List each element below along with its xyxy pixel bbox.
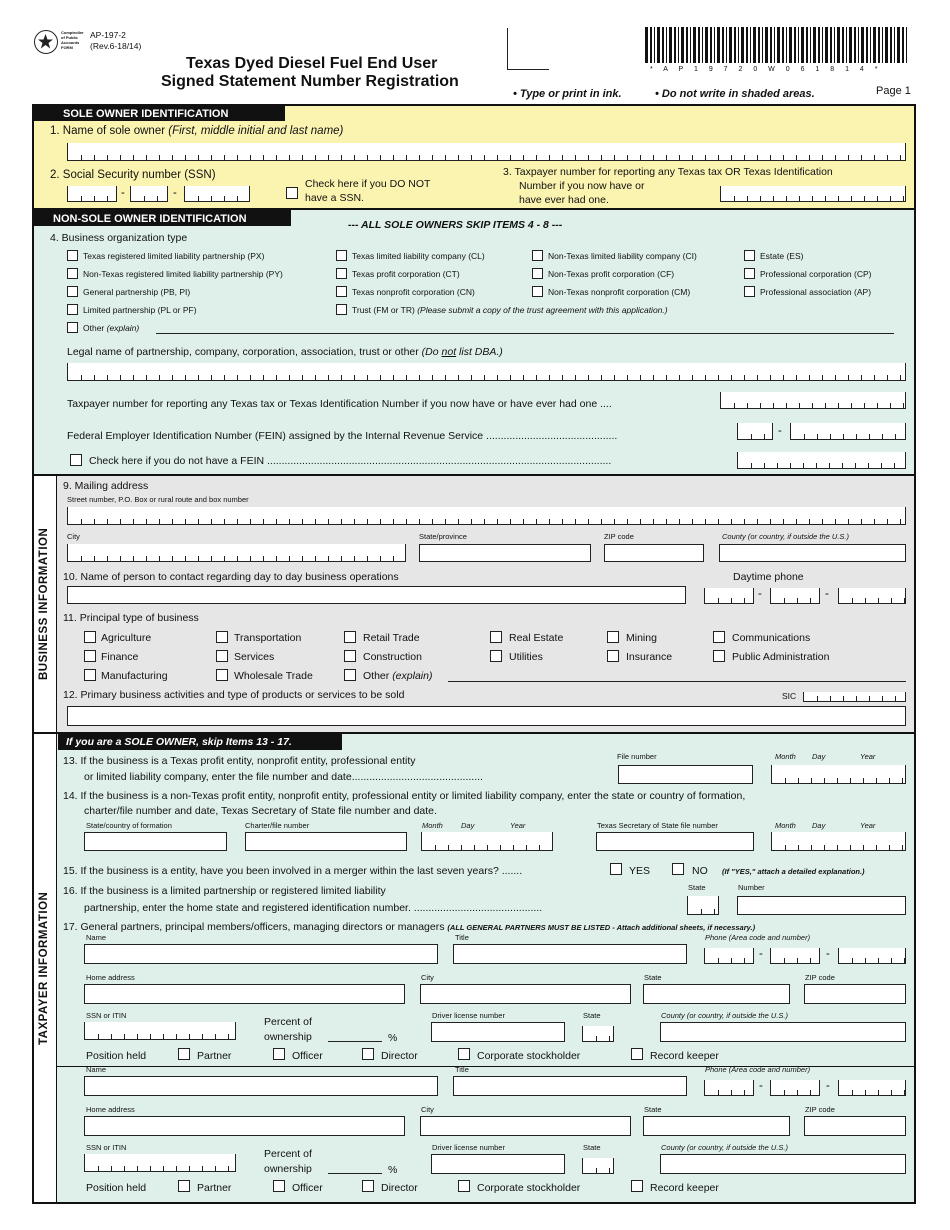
officer2-director-checkbox[interactable] <box>362 1180 374 1192</box>
legal-name-label: Legal name of partnership, company, corporation, association, trust or other (Do not list DBA.) <box>67 346 503 358</box>
biz-retail-label: Retail Trade <box>363 632 420 644</box>
item14-sos-date-input[interactable] <box>771 832 906 851</box>
phone-dash1: - <box>758 588 762 600</box>
merger-yes-label: YES <box>629 865 651 877</box>
biz-transportation-checkbox[interactable] <box>216 631 228 643</box>
officer1-partner-checkbox[interactable] <box>178 1048 190 1060</box>
no-fein-input[interactable] <box>737 452 906 469</box>
officer2-phone-label: Phone (Area code and number) <box>705 1065 811 1074</box>
item16-label-2: partnership, enter the home state and registered identification number. ............................................ <box>84 903 543 914</box>
officer1-dl-input[interactable] <box>431 1022 565 1042</box>
officer2-officer-checkbox[interactable] <box>273 1180 285 1192</box>
sic-input[interactable] <box>803 692 906 702</box>
county-label: County (or country, if outside the U.S.) <box>722 532 850 541</box>
org-py-checkbox[interactable] <box>67 268 78 279</box>
officer2-zip-label: ZIP code <box>805 1105 835 1114</box>
org-cn-label: Texas nonprofit corporation (CN) <box>352 287 475 297</box>
biz-other-checkbox[interactable] <box>344 669 356 681</box>
biz-other-explain-input[interactable] <box>448 667 906 682</box>
instruction-ink: • Type or print in ink. <box>513 88 622 100</box>
officer1-state-label: State <box>644 973 662 982</box>
officer2-dl-label: Driver license number <box>432 1143 505 1152</box>
officer1-ssn-input[interactable] <box>84 1022 236 1040</box>
biz-manufacturing-checkbox[interactable] <box>84 669 96 681</box>
officer2-dl-state-input[interactable] <box>582 1158 614 1174</box>
biz-other-label: Other (explain) <box>363 670 433 682</box>
taxpayer-vertical-label: TAXPAYER INFORMATION <box>38 891 50 1045</box>
officer2-phone-dash2: - <box>826 1080 830 1092</box>
street-hint: Street number, P.O. Box or rural route and box number <box>67 495 249 504</box>
officer1-position-label: Position held <box>86 1050 147 1062</box>
officer1-title-label: Title <box>455 933 469 942</box>
item11-label: 11. Principal type of business <box>63 612 199 624</box>
officer1-phone-area-input[interactable] <box>704 948 754 964</box>
biz-retail-checkbox[interactable] <box>344 631 356 643</box>
officer1-percent-label-1: Percent of <box>264 1016 312 1028</box>
item16-number-label: Number <box>738 883 765 892</box>
item14-month-label: Month <box>422 821 443 830</box>
item14-year2-label: Year <box>860 821 876 830</box>
biz-communications-checkbox[interactable] <box>713 631 725 643</box>
item13-label-2: or limited liability company, enter the file number and date............................................. <box>84 772 483 783</box>
no-fein-checkbox[interactable] <box>70 454 82 466</box>
officer1-state-input[interactable] <box>643 984 790 1004</box>
officer2-stockholder-label: Corporate stockholder <box>477 1182 581 1194</box>
biz-agriculture-checkbox[interactable] <box>84 631 96 643</box>
officer2-county-input[interactable] <box>660 1154 906 1174</box>
officer1-director-label: Director <box>381 1050 418 1062</box>
officer1-dl-label: Driver license number <box>432 1011 505 1020</box>
org-ci-checkbox[interactable] <box>532 250 543 261</box>
officer2-phone-prefix-input[interactable] <box>770 1080 820 1096</box>
mailing-zip-input[interactable] <box>604 544 704 562</box>
officer2-city-label: City <box>421 1105 434 1114</box>
officer1-name-input[interactable] <box>84 944 438 964</box>
org-cf-checkbox[interactable] <box>532 268 543 279</box>
barcode-text: * A P 1 9 7 2 0 W 0 6 1 8 1 4 * <box>650 66 882 73</box>
officer1-city-input[interactable] <box>420 984 631 1004</box>
officer2-address-label: Home address <box>86 1105 135 1114</box>
fein-part1-input[interactable] <box>737 423 773 440</box>
business-vertical-label: BUSINESS INFORMATION <box>38 527 50 680</box>
officer1-zip-label: ZIP code <box>805 973 835 982</box>
non-sole-taxpayer-label: Taxpayer number for reporting any Texas tax or Texas Identification Number if you now have or have ever had one .... <box>67 398 612 410</box>
merger-no-label: NO <box>692 865 708 877</box>
officer2-stockholder-checkbox[interactable] <box>458 1180 470 1192</box>
biz-realestate-label: Real Estate <box>509 632 564 644</box>
biz-insurance-checkbox[interactable] <box>607 650 619 662</box>
biz-mining-checkbox[interactable] <box>607 631 619 643</box>
item3-label-3: have ever had one. <box>519 194 609 206</box>
item16-state-input[interactable] <box>687 896 719 915</box>
biz-services-label: Services <box>234 651 275 663</box>
item16-number-input[interactable] <box>737 896 906 915</box>
officer1-percent-sign: % <box>388 1032 398 1044</box>
item13-year-label: Year <box>860 752 876 761</box>
org-py-label: Non-Texas registered limited liability partnership (PY) <box>83 269 283 279</box>
state-province-label: State/province <box>419 532 467 541</box>
sole-owner-tab: SOLE OWNER IDENTIFICATION <box>33 105 285 121</box>
officer2-percent-sign: % <box>388 1164 398 1176</box>
org-cp-checkbox[interactable] <box>744 268 755 279</box>
biz-wholesale-label: Wholesale Trade <box>234 670 313 682</box>
org-other-label: Other (explain) <box>83 323 140 333</box>
no-ssn-label-2: have a SSN. <box>305 192 364 204</box>
org-trust-label: Trust (FM or TR) (Please submit a copy of the trust agreement with this application.) <box>352 305 668 315</box>
item16-state-label: State <box>688 883 706 892</box>
biz-construction-checkbox[interactable] <box>344 650 356 662</box>
officer2-title-label: Title <box>455 1065 469 1074</box>
item14-label-2: charter/file number and date, Texas Secretary of State file number and date. <box>84 805 437 817</box>
business-activities-input[interactable] <box>67 706 906 726</box>
biz-construction-label: Construction <box>363 651 422 663</box>
biz-wholesale-checkbox[interactable] <box>216 669 228 681</box>
officer1-partner-label: Partner <box>197 1050 232 1062</box>
org-ci-label: Non-Texas limited liability company (CI) <box>548 251 697 261</box>
officer2-dl-state-label: State <box>583 1143 601 1152</box>
officer2-percent-label-1: Percent of <box>264 1148 312 1160</box>
phone-line-input[interactable] <box>838 588 906 604</box>
item12-label: 12. Primary business activities and type of products or services to be sold <box>63 689 405 701</box>
officer2-partner-checkbox[interactable] <box>178 1180 190 1192</box>
sole-owner-name-input[interactable] <box>67 143 906 161</box>
no-ssn-label-1: Check here if you DO NOT <box>305 178 431 190</box>
org-pb-label: General partnership (PB, PI) <box>83 287 191 297</box>
officer2-zip-input[interactable] <box>804 1116 906 1136</box>
org-cm-label: Non-Texas nonprofit corporation (CM) <box>548 287 691 297</box>
item14-charter-label: Charter/file number <box>245 821 310 830</box>
biz-publicadmin-checkbox[interactable] <box>713 650 725 662</box>
item13-day-label: Day <box>812 752 826 761</box>
item14-date-input[interactable] <box>421 832 553 851</box>
biz-utilities-checkbox[interactable] <box>490 650 502 662</box>
org-pb-checkbox[interactable] <box>67 286 78 297</box>
officer1-county-input[interactable] <box>660 1022 906 1042</box>
county-input[interactable] <box>719 544 906 562</box>
skip-items-note: --- ALL SOLE OWNERS SKIP ITEMS 4 - 8 --- <box>348 219 563 231</box>
item15-label: 15. If the business is a entity, have you been involved in a merger within the last seven years? ....... <box>63 865 523 877</box>
officer1-dl-state-input[interactable] <box>582 1026 614 1042</box>
officer1-percent-input[interactable] <box>328 1026 382 1042</box>
officer2-phone-dash1: - <box>759 1080 763 1092</box>
biz-agriculture-label: Agriculture <box>101 632 152 644</box>
ssn-dash1: - <box>121 187 125 199</box>
state-province-input[interactable] <box>419 544 591 562</box>
officer1-stockholder-checkbox[interactable] <box>458 1048 470 1060</box>
biz-communications-label: Communications <box>732 632 811 644</box>
merger-no-checkbox[interactable] <box>672 863 684 875</box>
daytime-phone-label: Daytime phone <box>733 571 804 583</box>
officer1-percent-label-2: ownership <box>264 1031 312 1043</box>
barcode <box>645 27 910 63</box>
item13-file-number-label: File number <box>617 752 657 761</box>
biz-finance-label: Finance <box>101 651 139 663</box>
item2-label: 2. Social Security number (SSN) <box>50 169 216 181</box>
officer1-phone-prefix-input[interactable] <box>770 948 820 964</box>
item14-year-label: Year <box>510 821 526 830</box>
officer1-phone-label: Phone (Area code and number) <box>705 933 811 942</box>
item14-day-label: Day <box>461 821 475 830</box>
officer2-state-label: State <box>644 1105 662 1114</box>
officer2-percent-label-2: ownership <box>264 1163 312 1175</box>
officer1-county-label: County (or country, if outside the U.S.) <box>661 1011 788 1020</box>
biz-realestate-checkbox[interactable] <box>490 631 502 643</box>
agency-name: Comptroller of Public Accounts FORM <box>61 30 84 50</box>
org-ap-label: Professional association (AP) <box>760 287 872 297</box>
item14-label-1: 14. If the business is a non-Texas profit entity, nonprofit entity, professional entity or limited liability company, enter the state or country of formation, <box>63 790 746 802</box>
org-other-explain-input[interactable] <box>156 320 894 334</box>
ssn-part1-input[interactable] <box>67 186 117 202</box>
org-ct-checkbox[interactable] <box>336 268 347 279</box>
org-es-label: Estate (ES) <box>760 251 804 261</box>
officer1-ssn-label: SSN or ITIN <box>86 1011 127 1020</box>
ssn-part3-input[interactable] <box>184 186 250 202</box>
officer1-city-label: City <box>421 973 434 982</box>
biz-publicadmin-label: Public Administration <box>732 651 830 663</box>
item3-label-1: 3. Taxpayer number for reporting any Texas tax OR Texas Identification <box>503 166 833 178</box>
officer2-state-input[interactable] <box>643 1116 790 1136</box>
city-input[interactable] <box>67 544 406 562</box>
officer2-recordkeeper-label: Record keeper <box>650 1182 719 1194</box>
officer2-dl-input[interactable] <box>431 1154 565 1174</box>
org-ap-checkbox[interactable] <box>744 286 755 297</box>
biz-services-checkbox[interactable] <box>216 650 228 662</box>
biz-manufacturing-label: Manufacturing <box>101 670 168 682</box>
no-fein-label: Check here if you do not have a FEIN ...................................................................................................................... <box>89 456 612 467</box>
item4-label: 4. Business organization type <box>50 232 188 244</box>
item13-label-1: 13. If the business is a Texas profit entity, nonprofit entity, professional entity <box>63 755 416 767</box>
ssn-part2-input[interactable] <box>130 186 168 202</box>
item13-file-number-input[interactable] <box>618 765 753 784</box>
officer2-recordkeeper-checkbox[interactable] <box>631 1180 643 1192</box>
org-trust-checkbox[interactable] <box>336 304 347 315</box>
officer1-dl-state-label: State <box>583 1011 601 1020</box>
non-sole-tab: NON-SOLE OWNER IDENTIFICATION <box>33 210 291 226</box>
merger-yes-checkbox[interactable] <box>610 863 622 875</box>
item17-label: 17. General partners, principal members/officers, managing directors or managers (ALL GENERAL PARTNERS MUST BE LISTED - Attach additional sheets, if necessary.) <box>63 921 756 933</box>
biz-insurance-label: Insurance <box>626 651 673 663</box>
biz-finance-checkbox[interactable] <box>84 650 96 662</box>
city-label: City <box>67 532 80 541</box>
contact-name-input[interactable] <box>67 586 686 604</box>
phone-area-input[interactable] <box>704 588 754 604</box>
org-pl-label: Limited partnership (PL or PF) <box>83 305 197 315</box>
org-ct-label: Texas profit corporation (CT) <box>352 269 460 279</box>
item14-day2-label: Day <box>812 821 826 830</box>
org-cl-label: Texas limited liability company (CL) <box>352 251 485 261</box>
item14-state-country-label: State/country of formation <box>86 821 172 830</box>
officer1-director-checkbox[interactable] <box>362 1048 374 1060</box>
item14-charter-input[interactable] <box>245 832 407 851</box>
item16-label-1: 16. If the business is a limited partnership or registered limited liability <box>63 885 386 897</box>
item14-state-country-input[interactable] <box>84 832 227 851</box>
officer2-ssn-input[interactable] <box>84 1154 236 1172</box>
phone-prefix-input[interactable] <box>770 588 820 604</box>
merger-note: (If "YES," attach a detailed explanation.) <box>722 867 865 876</box>
officer1-title-input[interactable] <box>453 944 687 964</box>
officer2-title-input[interactable] <box>453 1076 687 1096</box>
non-sole-taxpayer-number-input[interactable] <box>720 392 906 409</box>
officer1-phone-line-input[interactable] <box>838 948 906 964</box>
item14-sos-input[interactable] <box>596 832 754 851</box>
officer2-percent-input[interactable] <box>328 1158 382 1174</box>
officer2-director-label: Director <box>381 1182 418 1194</box>
officer1-officer-checkbox[interactable] <box>273 1048 285 1060</box>
org-cl-checkbox[interactable] <box>336 250 347 261</box>
sic-label: SIC <box>782 691 797 701</box>
org-px-label: Texas registered limited liability partnership (PX) <box>83 251 265 261</box>
item10-label: 10. Name of person to contact regarding day to day business operations <box>63 571 399 583</box>
fein-label: Federal Employer Identification Number (FEIN) assigned by the Internal Revenue Service ............................................. <box>67 431 618 442</box>
form-revision: (Rev.6-18/14) <box>90 41 142 51</box>
sole-owner-taxpayer-number-input[interactable] <box>720 186 906 202</box>
org-cp-label: Professional corporation (CP) <box>760 269 872 279</box>
officer1-officer-label: Officer <box>292 1050 323 1062</box>
org-other-checkbox[interactable] <box>67 322 78 333</box>
biz-utilities-label: Utilities <box>509 651 543 663</box>
officer2-phone-line-input[interactable] <box>838 1080 906 1096</box>
biz-mining-label: Mining <box>626 632 657 644</box>
ssn-dash2: - <box>173 187 177 199</box>
officer2-partner-label: Partner <box>197 1182 232 1194</box>
phone-dash2: - <box>825 588 829 600</box>
fein-dash: - <box>778 425 782 437</box>
officer2-position-label: Position held <box>86 1182 147 1194</box>
officer1-stockholder-label: Corporate stockholder <box>477 1050 581 1062</box>
org-es-checkbox[interactable] <box>744 250 755 261</box>
officer2-name-input[interactable] <box>84 1076 438 1096</box>
skip-13-17-text: If you are a SOLE OWNER, skip Items 13 - 17. <box>66 736 292 748</box>
officer1-recordkeeper-label: Record keeper <box>650 1050 719 1062</box>
officer1-address-input[interactable] <box>84 984 405 1004</box>
form-title-line2: Signed Statement Number Registration <box>161 73 459 90</box>
page-number: Page 1 <box>876 85 911 97</box>
org-cn-checkbox[interactable] <box>336 286 347 297</box>
org-cf-label: Non-Texas profit corporation (CF) <box>548 269 675 279</box>
shaded-corner-box <box>507 28 549 70</box>
item14-sos-label: Texas Secretary of State file number <box>597 821 718 830</box>
officer1-phone-dash1: - <box>759 948 763 960</box>
instruction-shaded: • Do not write in shaded areas. <box>655 88 815 100</box>
org-px-checkbox[interactable] <box>67 250 78 261</box>
officer2-ssn-label: SSN or ITIN <box>86 1143 127 1152</box>
form-title-line1: Texas Dyed Diesel Fuel End User <box>186 55 438 72</box>
officer2-phone-area-input[interactable] <box>704 1080 754 1096</box>
officer2-name-label: Name <box>86 1065 107 1074</box>
item13-month-label: Month <box>775 752 796 761</box>
item1-label: 1. Name of sole owner (First, middle initial and last name) <box>50 125 344 137</box>
org-pl-checkbox[interactable] <box>67 304 78 315</box>
zip-label: ZIP code <box>604 532 634 541</box>
officer1-zip-input[interactable] <box>804 984 906 1004</box>
officer1-recordkeeper-checkbox[interactable] <box>631 1048 643 1060</box>
item14-month2-label: Month <box>775 821 796 830</box>
form-number: AP-197-2 <box>90 30 126 40</box>
item9-label: 9. Mailing address <box>63 480 149 492</box>
officer1-phone-dash2: - <box>826 948 830 960</box>
biz-transportation-label: Transportation <box>234 632 302 644</box>
item13-date-input[interactable] <box>771 765 906 784</box>
officer2-address-input[interactable] <box>84 1116 405 1136</box>
seal-logo <box>34 30 58 54</box>
officer2-city-input[interactable] <box>420 1116 631 1136</box>
officer2-county-label: County (or country, if outside the U.S.) <box>661 1143 788 1152</box>
org-cm-checkbox[interactable] <box>532 286 543 297</box>
street-input[interactable] <box>67 507 906 525</box>
item3-label-2: Number if you now have or <box>519 180 645 192</box>
legal-name-input[interactable] <box>67 363 906 381</box>
officer1-name-label: Name <box>86 933 107 942</box>
no-ssn-checkbox[interactable] <box>286 187 298 199</box>
officer1-address-label: Home address <box>86 973 135 982</box>
fein-part2-input[interactable] <box>790 423 906 440</box>
officer2-officer-label: Officer <box>292 1182 323 1194</box>
